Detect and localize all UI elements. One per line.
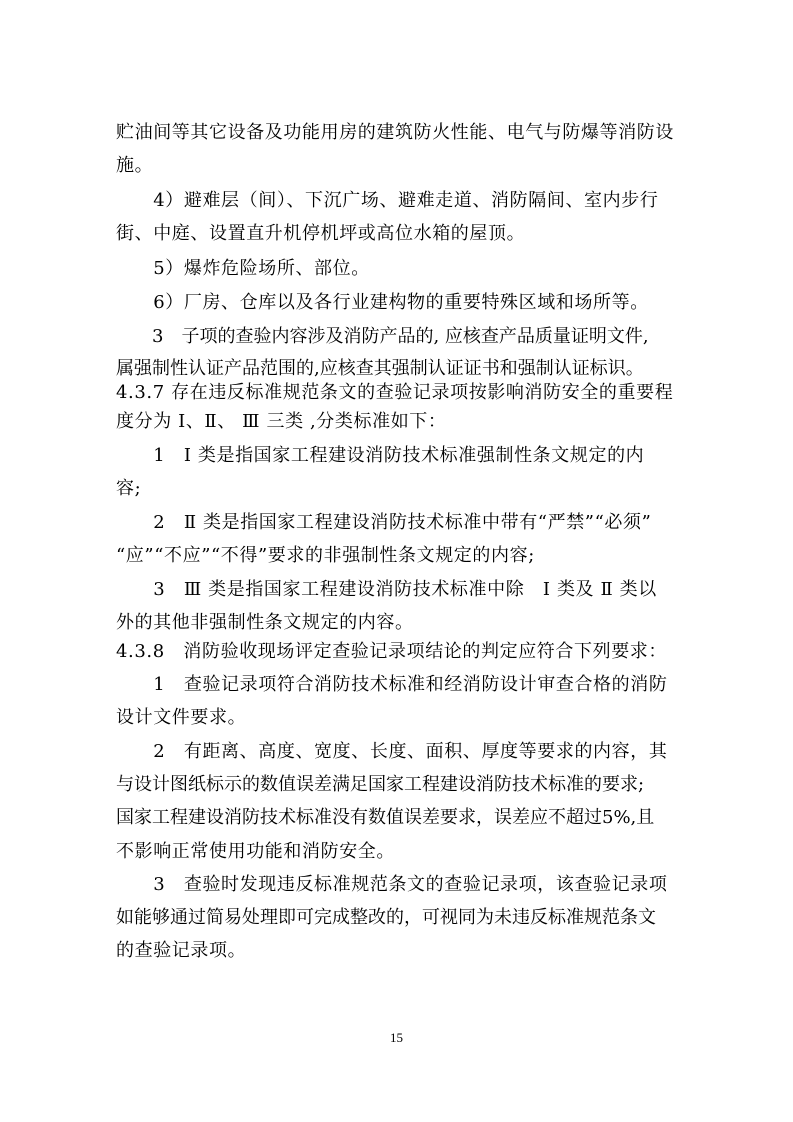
text-line: 2 有距离、高度、宽度、长度、面积、厚度等要求的内容，其	[116, 741, 668, 762]
text-line: 如能够通过简易处理即可完成整改的，可视同为未违反标准规范条文	[116, 907, 656, 928]
text-line: 4.3.8 消防验收现场评定查验记录项结论的判定应符合下列要求：	[116, 641, 667, 662]
text-line: 施。	[116, 155, 154, 176]
text-line: 6）厂房、仓库以及各行业建构物的重要特殊区域和场所等。	[116, 292, 649, 313]
text-line: 容;	[116, 478, 142, 499]
text-line: 3 子项的查验内容涉及消防产品的, 应核查产品质量证明文件,	[116, 326, 649, 347]
text-line: 3 Ⅲ 类是指国家工程建设消防技术标准中除 Ⅰ 类及 Ⅱ 类以	[116, 579, 657, 600]
text-line: 1 查验记录项符合消防技术标准和经消防设计审查合格的消防	[116, 674, 668, 695]
text-line: 与设计图纸标示的数值误差满足国家工程建设消防技术标准的要求;	[116, 774, 645, 795]
text-line: 不影响正常使用功能和消防安全。	[116, 841, 395, 862]
text-line: “应”“不应”“不得”要求的非强制性条文规定的内容;	[116, 545, 535, 566]
text-line: 国家工程建设消防技术标准没有数值误差要求，误差应不超过5%,且	[116, 807, 655, 828]
page-number: 15	[390, 1030, 403, 1045]
text-line: 的查验记录项。	[116, 940, 247, 961]
text-line: 设计文件要求。	[116, 707, 247, 728]
text-line: 街、中庭、设置直升机停机坪或高位水箱的屋顶。	[116, 223, 526, 244]
text-line: 1 Ⅰ 类是指国家工程建设消防技术标准强制性条文规定的内	[116, 445, 645, 466]
text-line: 2 Ⅱ 类是指国家工程建设消防技术标准中带有“严禁”“必须”	[116, 512, 652, 533]
text-line: 4）避难层（间）、下沉广场、避难走道、消防隔间、室内步行	[116, 190, 659, 211]
text-line: 5）爆炸危险场所、部位。	[116, 258, 370, 279]
text-line: 3 查验时发现违反标准规范条文的查验记录项，该查验记录项	[116, 874, 668, 895]
text-line: 贮油间等其它设备及功能用房的建筑防火性能、电气与防爆等消防设	[116, 122, 674, 143]
text-line: 外的其他非强制性条文规定的内容。	[116, 612, 414, 633]
text-line: 属强制性认证产品范围的,应核查其强制认证证书和强制认证标识。	[116, 358, 644, 379]
text-line: 4.3.7 存在违反标准规范条文的查验记录项按影响消防安全的重要程	[116, 382, 674, 403]
text-line: 度分为 Ⅰ、Ⅱ、 Ⅲ 三类 ,分类标准如下：	[116, 411, 447, 432]
